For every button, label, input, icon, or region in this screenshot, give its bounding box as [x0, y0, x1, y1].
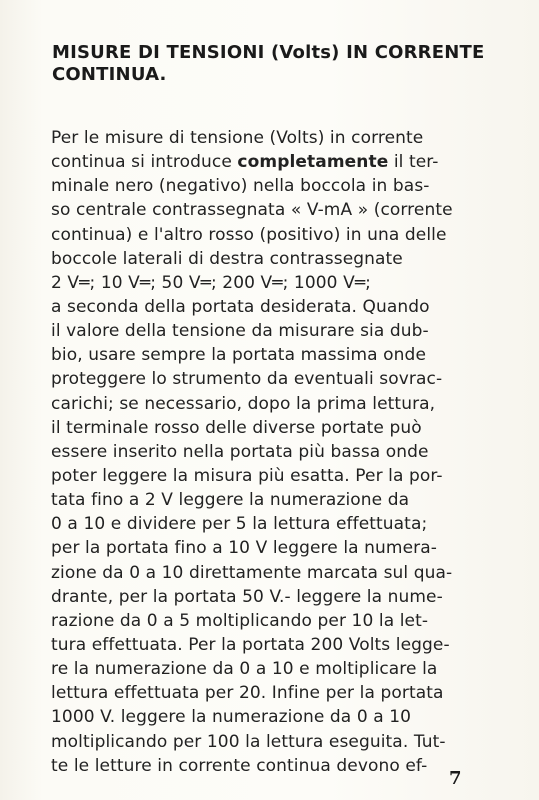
body-line-17: 0 a 10 e dividere per 5 la lettura effettuata;: [51, 514, 428, 535]
body-line-27: te le letture in corrente continua devono ef-: [51, 755, 428, 776]
body-line-14: essere inserito nella portata più bassa onde: [51, 441, 429, 462]
section-heading: [52, 42, 512, 86]
body-line-2-end: il ter-: [388, 152, 439, 173]
body-line-16: tata fino a 2 V leggere la numerazione da: [51, 490, 410, 511]
heading-line-1: MISURE DI TENSIONI (Volts) IN CORRENTE: [52, 42, 485, 63]
body-line-9: il valore della tensione da misurare sia dub-: [51, 321, 429, 342]
page-number: 7: [449, 768, 462, 789]
body-line-2: [51, 150, 521, 174]
body-line-20: drante, per la portata 50 V.- leggere la nume-: [51, 586, 443, 607]
body-line-15: poter leggere la misura più esatta. Per la por-: [51, 465, 443, 486]
body-line-8: a seconda della portata desiderata. Quando: [51, 296, 430, 317]
body-line-18: per la portata fino a 10 V leggere la numera-: [51, 538, 437, 559]
body-paragraph: [51, 126, 521, 778]
body-line-2-bold: completamente: [237, 152, 389, 173]
body-line-4: so centrale contrassegnata « V-mA » (corrente: [51, 200, 453, 221]
body-line-19: zione da 0 a 10 direttamente marcata sul qua-: [51, 562, 453, 583]
body-line-24: lettura effettuata per 20. Infine per la portata: [51, 683, 444, 704]
body-line-23: re la numerazione da 0 a 10 e moltiplicare la: [51, 659, 438, 680]
body-line-25: 1000 V. leggere la numerazione da 0 a 10: [51, 707, 412, 728]
body-line-22: tura effettuata. Per la portata 200 Volts legge-: [51, 634, 450, 655]
body-line-26: moltiplicando per 100 la lettura eseguita. Tut-: [51, 731, 446, 752]
body-line-11: proteggere lo strumento da eventuali sovrac-: [51, 369, 443, 390]
body-line-2-start: continua si introduce: [51, 152, 238, 173]
body-line-10: bio, usare sempre la portata massima onde: [51, 345, 427, 366]
body-line-7: 2 V═; 10 V═; 50 V═; 200 V═; 1000 V═;: [51, 272, 371, 293]
body-line-21: razione da 0 a 5 moltiplicando per 10 la let-: [51, 610, 429, 631]
body-line-1: Per le misure di tensione (Volts) in corrente: [51, 128, 424, 148]
body-line-3: minale nero (negativo) nella boccola in bas-: [51, 176, 430, 197]
body-line-13: il terminale rosso delle diverse portate può: [51, 417, 422, 438]
body-line-5: continua) e l'altro rosso (positivo) in una delle: [51, 224, 447, 245]
body-line-12: carichi; se necessario, dopo la prima lettura,: [51, 393, 436, 414]
heading-line-2: CONTINUA.: [52, 64, 167, 85]
body-line-6: boccole laterali di destra contrassegnate: [51, 248, 403, 269]
